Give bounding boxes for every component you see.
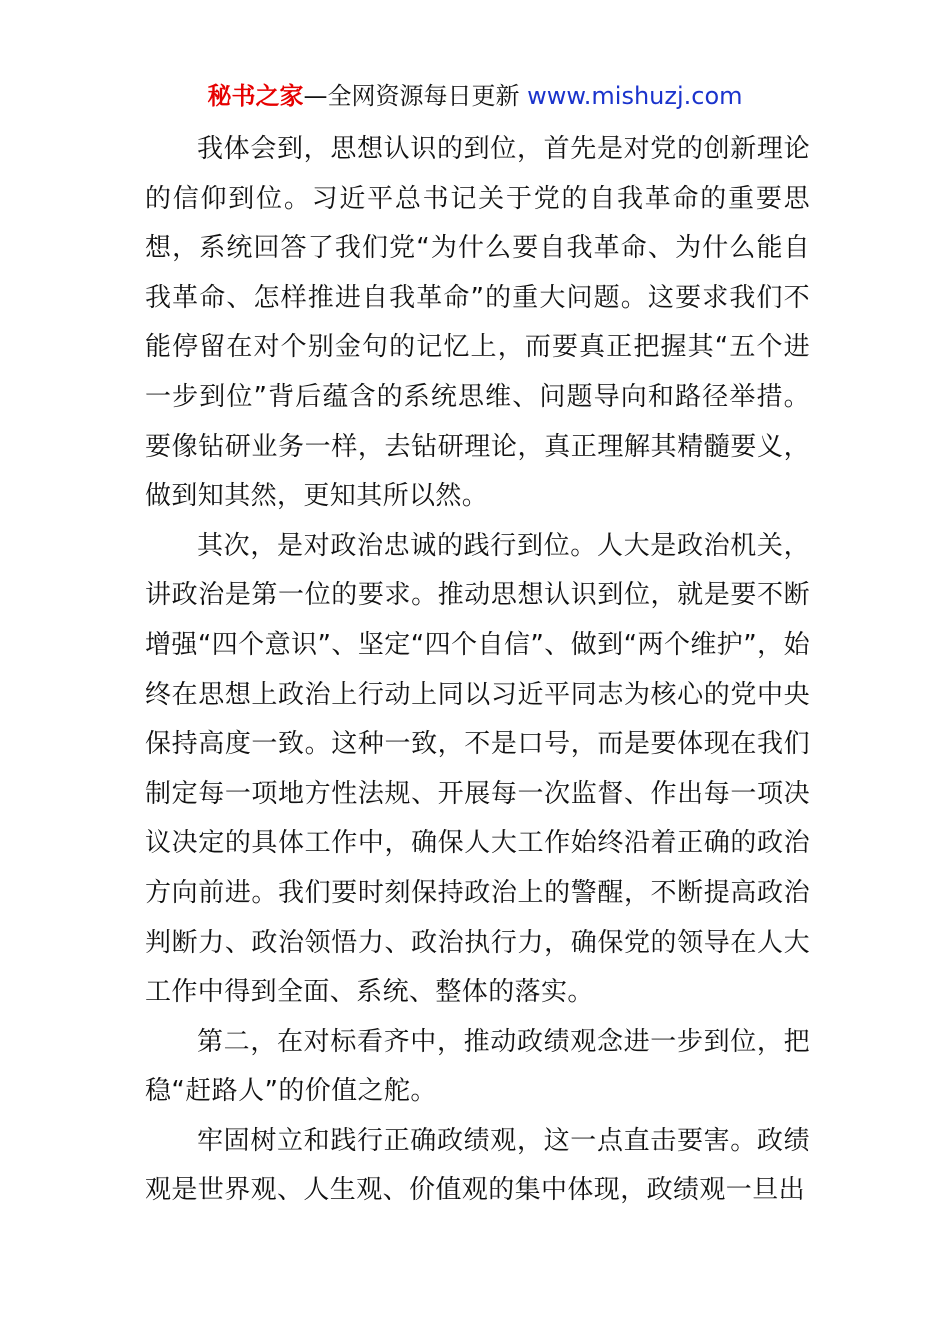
paragraph-1: 我体会到，思想认识的到位，首先是对党的创新理论的信仰到位。习近平总书记关于党的自我革命的重要思想，系统回答了我们党“为什么要自我革命、为什么能自我革命、怎样推进自我革命”的重大问题。这要求我们不能停留在对个别金句的记忆上，而要真正把握其“五个进一步到位”背后蕴含的系统思维、问题导向和路径举措。要像钻研业务一样，去钻研理论，真正理解其精髓要义，做到知其然，更知其所以然。 [145,134,810,512]
paragraph-4: 牢固树立和践行正确政绩观，这一点直击要害。政绩观是世界观、人生观、价值观的集中体现，政绩观一旦出 [145,1125,810,1206]
site-url-link[interactable]: www.mishuzj.com [527,82,743,110]
site-header [0,80,950,112]
document-body [145,125,810,1216]
brand-name: 秘书之家 [207,82,304,110]
paragraph-2: 其次，是对政治忠诚的践行到位。人大是政治机关，讲政治是第一位的要求。推动思想认识到位，就是要不断增强“四个意识”、坚定“四个自信”、做到“两个维护”，始终在思想上政治上行动上同以习近平同志为核心的党中央保持高度一致。这种一致，不是口号，而是要体现在我们制定每一项地方性法规、开展每一次监督、作出每一项决议决定的具体工作中，确保人大工作始终沿着正确的政治方向前进。我们要时刻保持政治上的警醒，不断提高政治判断力、政治领悟力、政治执行力，确保党的领导在人大工作中得到全面、系统、整体的落实。 [145,530,810,1008]
paragraph-3: 第二，在对标看齐中，推动政绩观念进一步到位，把稳“赶路人”的价值之舵。 [145,1026,810,1107]
header-tagline: —全网资源每日更新 [303,82,520,110]
